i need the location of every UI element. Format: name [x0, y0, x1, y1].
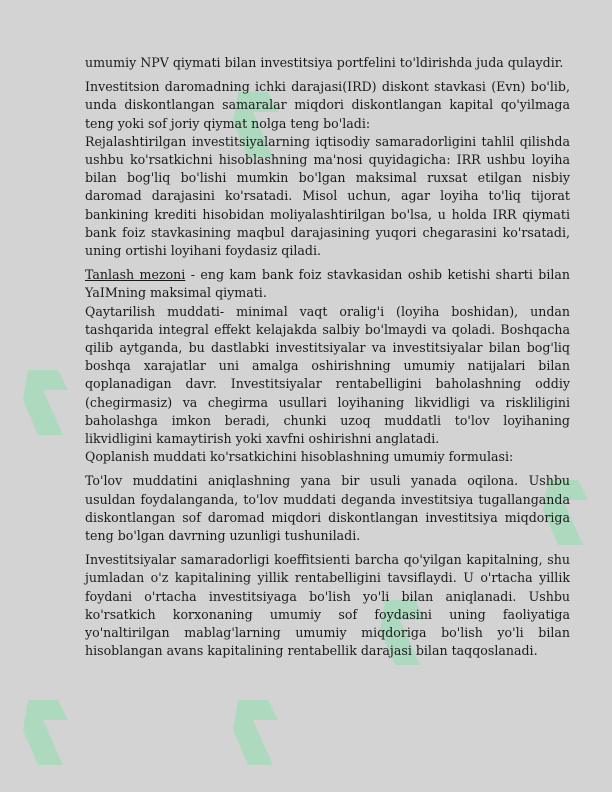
watermark-logo-icon — [18, 690, 78, 780]
paragraph: Investitsiyalar samaradorligi koeffitsienti barcha qo'yilgan kapitalning, shu jumladan o'z kapitalining yillik rentabelligini tavsiflaydi. U o'rtacha yillik foydani o'rtacha investitsiyaga bo'lish yo'li bilan aniqlanadi. Ushbu ko'rsatkich korxonaning umumiy sof foydasini uning faoliyatiga yo'naltirilgan mablag'larning umumiy miqdoriga bo'lish yo'li bilan hisoblangan avans kapitalining rentabellik darajasi bilan taqqoslanadi. — [85, 552, 570, 659]
paragraph: Rejalashtirilgan investitsiyalarning iqtisodiy samaradorligini tahlil qilishda ushbu ko'rsatkichni hisoblashning ma'nosi quyidagicha: IRR ushbu loyiha bilan bog'liq bo'lishi mumkin bo'lgan maksimal ruxsat etilgan nisbiy daromad darajasini ko'rsatadi. Misol uchun, agar loyiha to'liq tijorat bankining krediti hisobidan moliyalashtirilgan bo'lsa, u holda IRR qiymati bank foiz stavkasining maqbul darajasining yuqori chegarasini ko'rsatadi, uning ortishi loyihani foydasiz qiladi. — [85, 133, 570, 259]
paragraph-text: - eng kam bank foiz stavkasidan oshib ketishi sharti bilan YaIMning maksimal qiymati. — [85, 267, 570, 301]
watermark-logo-icon — [18, 360, 78, 450]
paragraph: Qoplanish muddati ko'rsatkichini hisoblashning umumiy formulasi: — [85, 449, 514, 465]
paragraph: To'lov muddatini aniqlashning yana bir usuli yanada oqilona. Ushbu usuldan foydalanganda, to'lov muddati deganda investitsiya tugallanganda diskontlangan sof daromad miqdori diskontlangan investitsiya miqdoriga teng bo'lgan davrning uzunligi tushuniladi. — [85, 473, 570, 544]
paragraph — [85, 266, 570, 302]
watermark-logo-icon — [228, 690, 288, 780]
paragraph: Investitsion daromadning ichki darajasi(IRD) diskont stavkasi (Evn) bo'lib, unda diskontlangan samaralar miqdori diskontlangan kapital qo'yilmaga teng yoki sof joriy qiymat nolga teng bo'ladi: — [85, 79, 570, 131]
underlined-term: Tanlash mezoni — [85, 267, 186, 283]
paragraph: Qaytarilish muddati- minimal vaqt oralig'i (loyiha boshidan), undan tashqarida integral effekt kelajakda salbiy bo'lmaydi va qoladi. Boshqacha qilib aytganda, bu dastlabki investitsiyalar va investitsiyalar bilan bog'liq boshqa xarajatlar uni amalga oshirishning umumiy natijalari bilan qoplanadigan davr. Investitsiyalar rentabelligini baholashning oddiy (chegirmasiz) va chegirma usullari loyihaning likvidligi va riskliligini baholashga imkon beradi, chunki uzoq muddatli to'lov loyihaning likvidligini kamaytirish yoki xavfni oshirishni anglatadi. — [85, 303, 570, 447]
paragraph: umumiy NPV qiymati bilan investitsiya portfelini to'ldirishda juda qulaydir. — [85, 55, 564, 70]
document-body — [85, 54, 570, 667]
